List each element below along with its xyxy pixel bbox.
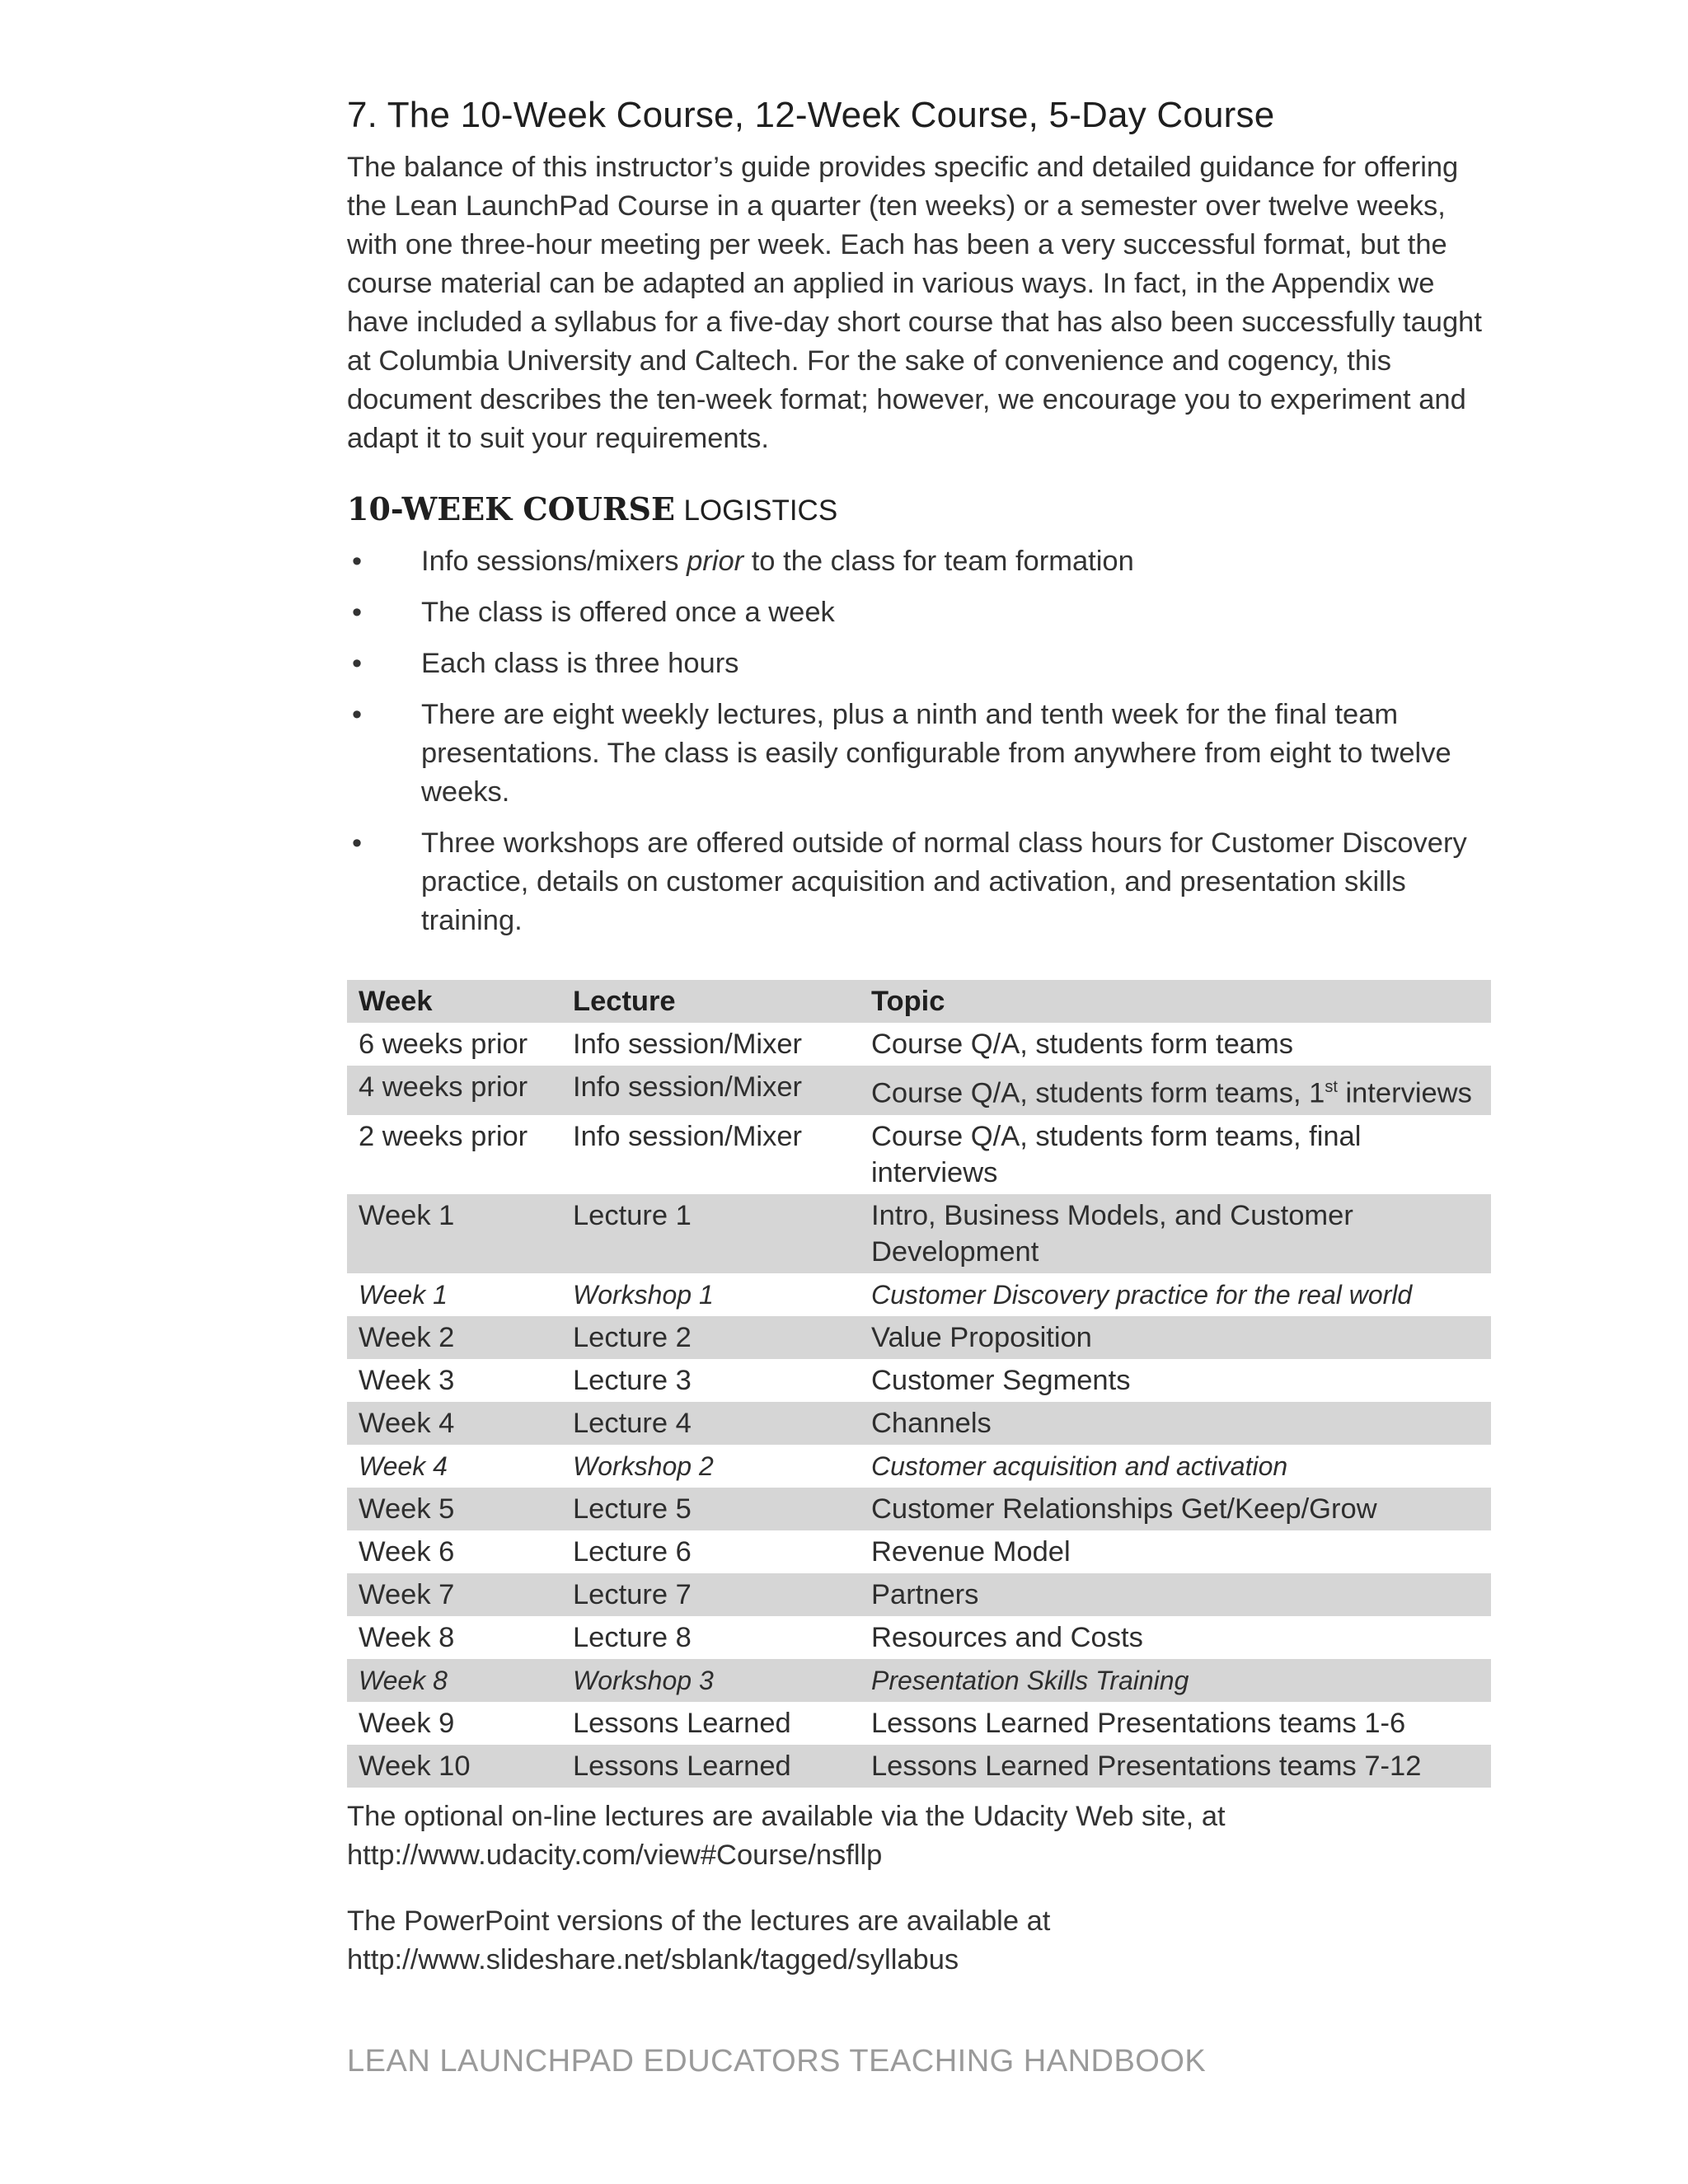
cell-week: Week 8 [347,1659,561,1702]
table-row [347,1445,1491,1488]
cell-lecture: Lecture 5 [561,1488,860,1530]
cell-topic-prefix: Course Q/A, students form teams, 1 [871,1077,1325,1109]
logistics-heading-light: LOGISTICS [683,494,838,527]
cell-lecture: Lecture 7 [561,1573,860,1616]
table-row [347,1402,1491,1445]
cell-week: 6 weeks prior [359,1029,528,1060]
cell-week: 4 weeks prior [347,1066,561,1115]
cell-lecture: Lecture 1 [561,1194,860,1273]
table-row [347,1273,1491,1316]
table-row [347,1359,1491,1402]
logistics-heading-bold: 10-WEEK COURSE [347,490,675,527]
table-row [347,1616,1491,1659]
table-header-row [347,980,1491,1023]
cell-topic: Customer Segments [871,1364,1131,1396]
table-row [347,1115,1491,1194]
schedule-table [347,980,1491,1788]
bullet-icon: • [352,648,363,679]
cell-topic: Intro, Business Models, and Customer Development [860,1194,1491,1273]
section-heading: 7. The 10-Week Course, 12-Week Course, 5-Day Course [347,95,1275,135]
cell-topic: Channels [860,1402,1491,1445]
list-item [347,644,1491,683]
cell-topic: Value Proposition [860,1316,1491,1359]
cell-topic: Revenue Model [871,1535,1071,1568]
cell-lecture: Lecture 2 [561,1316,860,1359]
bullet-icon: • [352,699,363,730]
cell-week: Week 6 [359,1535,455,1568]
cell-topic [860,1066,1491,1115]
cell-topic: Resources and Costs [871,1621,1143,1653]
column-header-topic: Topic [860,980,1491,1023]
column-header-week: Week [347,980,561,1023]
list-item-text-prefix: Info sessions/mixers [421,546,687,577]
table-row [347,1316,1491,1359]
cell-topic: Presentation Skills Training [860,1659,1491,1702]
cell-lecture: Lessons Learned [573,1707,791,1739]
table-row [347,1066,1491,1115]
cell-week: Week 4 [359,1451,448,1481]
cell-week: Week 10 [347,1745,561,1788]
list-item-text: The class is offered once a week [421,597,835,628]
cell-lecture: Lecture 8 [573,1621,692,1653]
cell-topic: Customer Discovery practice for the real world [871,1279,1413,1310]
cell-lecture: Lessons Learned [561,1745,860,1788]
cell-topic: Customer acquisition and activation [871,1451,1288,1481]
list-item-text: Each class is three hours [421,648,739,679]
table-row [347,1023,1491,1066]
list-item [347,593,1491,632]
cell-topic-suffix: interviews [1337,1077,1472,1109]
column-header-lecture: Lecture [561,980,860,1023]
table-row [347,1194,1491,1273]
cell-lecture: Workshop 1 [573,1279,714,1310]
list-item [347,696,1491,812]
logistics-heading [347,486,1491,534]
bullet-icon: • [352,827,363,859]
cell-lecture: Lecture 4 [561,1402,860,1445]
list-item-text: Three workshops are offered outside of normal class hours for Customer Discovery practice, details on customer acquisition and activation, and presentation skills training. [421,827,1467,936]
cell-week: Week 4 [347,1402,561,1445]
cell-topic-superscript: st [1325,1078,1338,1096]
cell-lecture: Info session/Mixer [573,1120,803,1152]
cell-week: 2 weeks prior [359,1120,528,1152]
cell-lecture: Workshop 3 [561,1659,860,1702]
cell-week: Week 5 [347,1488,561,1530]
cell-week: Week 1 [359,1279,448,1310]
cell-week: Week 8 [359,1621,455,1653]
cell-lecture: Lecture 6 [573,1535,692,1568]
cell-topic: Partners [860,1573,1491,1616]
table-row [347,1745,1491,1788]
table-row [347,1702,1491,1745]
table-row [347,1659,1491,1702]
page-footer: LEAN LAUNCHPAD EDUCATORS TEACHING HANDBOOK [347,2044,1207,2079]
cell-topic: Customer Relationships Get/Keep/Grow [860,1488,1491,1530]
page-content [347,91,1491,1980]
bullet-icon: • [352,597,363,628]
list-item [347,824,1491,940]
logistics-list [347,542,1491,940]
list-item [347,542,1491,581]
table-row [347,1488,1491,1530]
bullet-icon: • [352,546,363,577]
cell-topic: Lessons Learned Presentations teams 7-12 [860,1745,1491,1788]
cell-week: Week 9 [359,1707,455,1739]
cell-topic: Course Q/A, students form teams, final interviews [871,1120,1362,1188]
cell-week: Week 7 [347,1573,561,1616]
online-lectures-note: The optional on-line lectures are available via the Udacity Web site, at http://www.udacity.com/view#Course/nsfllp [347,1800,1226,1871]
cell-lecture: Info session/Mixer [573,1029,803,1060]
cell-lecture: Info session/Mixer [561,1066,860,1115]
cell-week: Week 2 [347,1316,561,1359]
cell-topic: Lessons Learned Presentations teams 1-6 [871,1707,1406,1739]
list-item-emphasis: prior [687,546,744,577]
cell-topic: Course Q/A, students form teams [871,1029,1293,1060]
list-item-text-suffix: to the class for team formation [743,546,1134,577]
cell-lecture: Workshop 2 [573,1451,714,1481]
cell-week: Week 3 [359,1364,455,1396]
intro-paragraph: The balance of this instructor’s guide provides specific and detailed guidance for offering the Lean LaunchPad Course in a quarter (ten weeks) or a semester over twelve weeks, with one three-hour meeting per week. Each has been a very successful format, but the course material can be adapted an applied in various ways. In fact, in the Appendix we have included a syllabus for a five-day short course that has also been successfully taught at Columbia University and Caltech. For the sake of convenience and cogency, this document describes the ten-week format; however, we encourage you to experiment and adapt it to suit your requirements. [347,152,1482,454]
cell-week: Week 1 [347,1194,561,1273]
list-item-text: There are eight weekly lectures, plus a ninth and tenth week for the final team presentations. The class is easily configurable from anywhere from eight to twelve weeks. [421,699,1451,808]
table-row [347,1530,1491,1573]
table-row [347,1573,1491,1616]
cell-lecture: Lecture 3 [573,1364,692,1396]
powerpoint-note: The PowerPoint versions of the lectures are available at http://www.slideshare.net/sblank/tagged/syllabus [347,1905,1051,1975]
